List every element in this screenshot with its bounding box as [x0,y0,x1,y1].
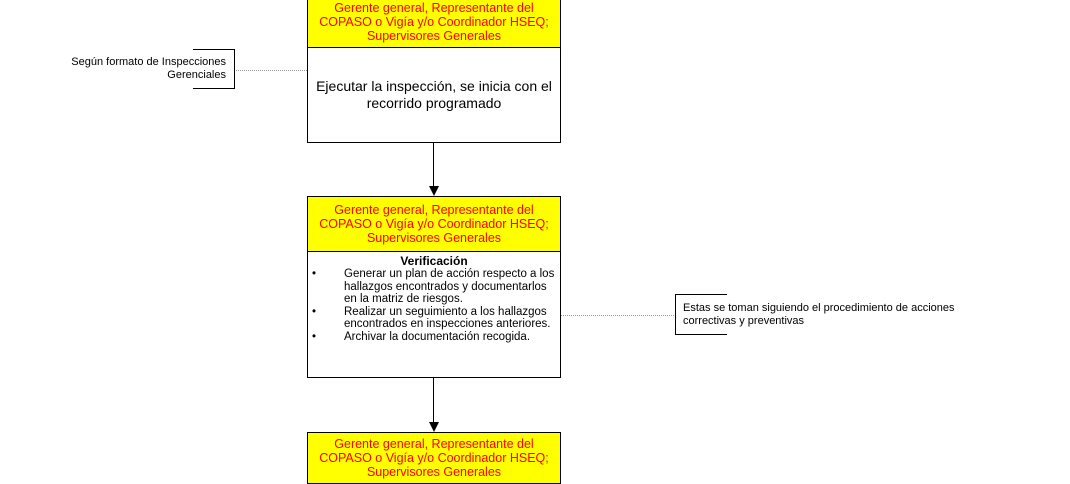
annotation-left: Según formato de Inspecciones Gerenciales [71,56,226,81]
list-item: • Archivar la documentación recogida. [312,330,531,343]
task-box-execute-inspection [307,48,561,143]
list-item: • Generar un plan de acción respecto a los hallazgos encontrados y documentarlos en la matriz de riesgos. [312,268,555,305]
role-box-3 [307,432,561,484]
task-text: Ejecutar la inspección, se inicia con el recorrido programado [316,78,552,111]
arrow-line-2 [433,378,434,422]
list-item: • Realizar un seguimiento a los hallazgos encontrados en inspecciones anteriores. [312,305,551,330]
arrowhead-1 [429,186,439,196]
arrow-line-1 [433,143,434,186]
verification-list [308,268,560,343]
verification-title: Verificación [400,254,468,268]
arrowhead-2 [429,422,439,432]
annotation-right: Estas se toman siguiendo el procedimiento de acciones correctivas y preventivas [683,302,955,327]
task-box-verification [307,252,561,378]
role-text: Gerente general, Representante del COPASO o Vigía y/o Coordinador HSEQ; Supervisores Generales [319,1,549,43]
connector-dotted-right [561,315,676,316]
role-text: Gerente general, Representante del COPASO o Vigía y/o Coordinador HSEQ; Supervisores Generales [319,203,549,245]
role-text: Gerente general, Representante del COPASO o Vigía y/o Coordinador HSEQ; Supervisores Generales [319,437,549,479]
connector-dotted-left [234,70,307,71]
role-box-1 [307,0,561,48]
role-box-2 [307,196,561,252]
